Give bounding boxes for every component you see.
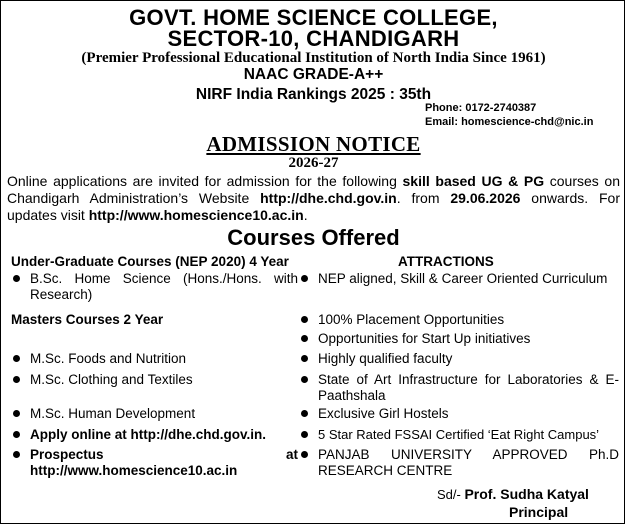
signature-line [437, 486, 589, 502]
attraction-label: Highly qualified faculty [318, 351, 453, 366]
session-year: 2026-27 [288, 155, 339, 171]
pg-course-label: M.Sc. Human Development [30, 406, 196, 421]
attraction-label: Exclusive Girl Hostels [318, 406, 449, 421]
bullet-icon [13, 355, 20, 362]
pg-heading: Masters Courses 2 Year [11, 312, 164, 327]
attraction-label: NEP aligned, Skill & Career Oriented Curriculum [318, 271, 608, 286]
attraction-item [301, 331, 619, 347]
attraction-label: State of Art Infrastructure for Laboratories & E-Paathshala [318, 372, 619, 403]
attraction-item [301, 271, 619, 287]
ug-course-label: B.Sc. Home Science (Hons./Hons. with Research) [30, 271, 298, 302]
intro-paragraph [7, 173, 620, 224]
bullet-icon [301, 355, 308, 362]
signature-prefix: Sd/- [437, 487, 465, 502]
attraction-label: Opportunities for Start Up initiatives [318, 331, 531, 346]
bullet-icon [301, 376, 308, 383]
intro-college-link[interactable]: http://www.homescience10.ac.in [88, 207, 304, 223]
college-location: SECTOR-10, CHANDIGARH [167, 26, 460, 51]
college-tagline: (Premier Professional Educational Institution of North India Since 1961) [81, 50, 546, 66]
intro-text-4: onwards. For updates visit [7, 190, 620, 223]
bullet-icon [13, 275, 20, 282]
apply-online-item[interactable] [13, 427, 303, 443]
attraction-label: 5 Star Rated FSSAI Certified ‘Eat Right Campus’ [318, 427, 600, 442]
bullet-icon [301, 451, 308, 458]
principal-name: Prof. Sudha Katyal [464, 486, 589, 502]
prospectus-label[interactable]: Prospectus at http://www.homescience10.ac.in [30, 447, 298, 478]
attraction-item [301, 312, 619, 328]
nirf-ranking: NIRF India Rankings 2025 : 35th [195, 86, 432, 103]
pg-course-item [13, 351, 298, 367]
attractions-heading: ATTRACTIONS [398, 254, 494, 269]
bullet-icon [13, 376, 20, 383]
naac-grade: NAAC GRADE-A++ [243, 66, 384, 83]
principal-designation: Principal [509, 504, 569, 520]
bullet-icon [13, 431, 20, 438]
attraction-item [301, 406, 619, 422]
attraction-item [301, 351, 619, 367]
pg-course-item [13, 406, 298, 422]
pg-course-label: M.Sc. Clothing and Textiles [30, 372, 193, 387]
pg-course-item [13, 372, 298, 388]
bullet-icon [13, 451, 20, 458]
intro-text-1: Online applications are invited for admission for the following [7, 173, 403, 189]
attraction-item [301, 427, 623, 443]
intro-bold-courses: skill based UG & PG [402, 173, 545, 189]
prospectus-item[interactable] [13, 447, 298, 479]
phone-number: Phone: 0172-2740387 [425, 102, 537, 114]
intro-dhe-link[interactable]: http://dhe.chd.gov.in [260, 190, 397, 206]
ug-course-item [13, 271, 298, 303]
attraction-item [301, 447, 619, 479]
bullet-icon [301, 316, 308, 323]
email-address: Email: homescience-chd@nic.in [425, 116, 594, 128]
attraction-label: PANJAB UNIVERSITY APPROVED Ph.D RESEARCH CENTRE [318, 447, 619, 478]
intro-text-5: . [303, 207, 308, 223]
bullet-icon [301, 431, 308, 438]
bullet-icon [13, 410, 20, 417]
bullet-icon [301, 410, 308, 417]
courses-offered-heading: Courses Offered [227, 225, 400, 250]
attraction-item [301, 372, 619, 404]
notice-title: ADMISSION NOTICE [206, 132, 421, 156]
apply-online-label[interactable]: Apply online at http://dhe.chd.gov.in. [30, 427, 266, 442]
pg-course-label: M.Sc. Foods and Nutrition [30, 351, 187, 366]
intro-text-3: . from [396, 190, 451, 206]
attraction-label: 100% Placement Opportunities [318, 312, 505, 327]
intro-text-2: courses on Chandigarh Administration’s Website [7, 173, 620, 206]
ug-heading: Under-Graduate Courses (NEP 2020) 4 Year [11, 254, 289, 269]
college-name: GOVT. HOME SCIENCE COLLEGE, [129, 5, 498, 30]
bullet-icon [301, 275, 308, 282]
intro-start-date: 29.06.2026 [450, 190, 521, 206]
bullet-icon [301, 335, 308, 342]
